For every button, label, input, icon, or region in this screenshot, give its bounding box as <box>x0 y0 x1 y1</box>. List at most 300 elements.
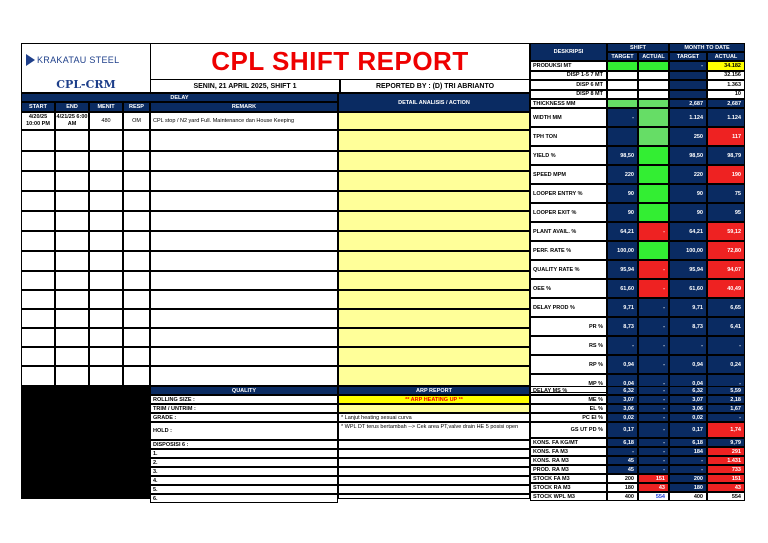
kpi-rows-6-label-text: LOOPER EXIT % <box>533 209 577 216</box>
quality-item-2-text: GRADE : <box>153 414 177 421</box>
kpi-bottom-1-mt-text: 3,07 <box>692 396 703 403</box>
delay-row-10-resp <box>123 309 150 328</box>
kpi-bottom-0-st <box>607 386 638 395</box>
delay-row-2-end <box>55 151 89 171</box>
kpi-bottom-9-sa <box>638 474 669 483</box>
kpi-rows-0-st <box>607 99 638 108</box>
kpi-rows-0-sa <box>638 99 669 108</box>
kpi-bottom-3-mt-text: 0,02 <box>692 414 703 421</box>
kpi-produksi-1-ma <box>707 71 745 81</box>
kpi-rows-7-sa-text: - <box>663 228 665 235</box>
kpi-rows-11-ma <box>707 298 745 317</box>
kpi-produksi-3-label-text: DISP 8 MT <box>576 91 603 98</box>
kpi-rows-10-st <box>607 279 638 298</box>
kpi-rows-2-mt-text: 250 <box>693 133 703 140</box>
kpi-rows-3-label-text: YIELD % <box>533 152 556 159</box>
kpi-rows-2-sa <box>638 127 669 146</box>
quality-item-4-text: DISPOSISI 6 : <box>153 441 189 448</box>
kpi-rows-13-label-text: RS % <box>588 342 603 349</box>
kpi-rows-2-ma <box>707 127 745 146</box>
delay-row-0-remark-text: CPL stop / N2 yard Full. Maintenance dan House Keeping <box>153 118 295 124</box>
kpi-bottom-4-sa-text: - <box>663 427 665 433</box>
kpi-bottom-8-label-text: PROD. RA M3 <box>533 466 569 473</box>
arp-note-0-text: * Lanjut heating sesuai curva <box>341 414 412 421</box>
kpi-rows-0-label <box>530 99 607 108</box>
kpi-bottom-8-st <box>607 465 638 474</box>
delay-row-7-remark <box>150 251 338 271</box>
logo-text: KRAKATAU STEEL <box>37 55 120 65</box>
kpi-bottom-10-sa-text: 43 <box>658 484 665 491</box>
arp-note-1-text: * WPL DT terus bertambah --> Cek area PT,valve drain HE 5 posisi open <box>341 424 519 430</box>
delay-row-6-start <box>21 231 55 251</box>
arp-blank-row <box>338 404 530 413</box>
mtd-target-header: TARGET <box>669 52 707 61</box>
quality-item-5-text: 1. <box>153 450 158 457</box>
kpi-rows-2-mt <box>669 127 707 146</box>
kpi-rows-5-ma-text: 75 <box>734 190 741 197</box>
kpi-rows-10-mt <box>669 279 707 298</box>
kpi-rows-3-ma <box>707 146 745 165</box>
kpi-rows-14-st <box>607 355 638 374</box>
kpi-rows-7-sa <box>638 222 669 241</box>
kpi-rows-5-ma <box>707 184 745 203</box>
delay-row-5-remark <box>150 211 338 231</box>
kpi-bottom-6-sa-text: - <box>663 448 665 455</box>
kpi-rows-6-mt-text: 90 <box>696 209 703 216</box>
quality-item-10-text: 6. <box>153 495 158 502</box>
kpi-bottom-8-st-text: 45 <box>627 466 634 473</box>
kpi-rows-12-ma-text: 6,41 <box>730 323 741 330</box>
kpi-rows-0-ma-text: 2,687 <box>727 100 741 107</box>
kpi-bottom-11-st-text: 400 <box>624 493 634 500</box>
quality-item-7 <box>150 467 338 476</box>
kpi-bottom-2-sa <box>638 404 669 413</box>
kpi-rows-13-sa <box>638 336 669 355</box>
kpi-produksi-2-ma <box>707 80 745 90</box>
kpi-bottom-4-ma-text: 1,74 <box>730 427 741 433</box>
arp-row-2 <box>338 458 530 467</box>
kpi-bottom-10-label-text: STOCK RA M3 <box>533 484 571 491</box>
kpi-bottom-0-mt <box>669 386 707 395</box>
kpi-rows-4-st <box>607 165 638 184</box>
delay-row-12-end <box>55 347 89 366</box>
kpi-bottom-4-mt-text: 0,17 <box>692 427 703 433</box>
kpi-rows-5-st <box>607 184 638 203</box>
kpi-bottom-9-label <box>530 474 607 483</box>
delay-row-0-remark <box>150 112 338 130</box>
kpi-bottom-11-label <box>530 492 607 501</box>
delay-row-6-detail <box>338 231 530 251</box>
col-remark: REMARK <box>150 102 338 112</box>
kpi-bottom-8-mt <box>669 465 707 474</box>
kpi-bottom-1-st-text: 3,07 <box>623 396 634 403</box>
kpi-bottom-8-label <box>530 465 607 474</box>
kpi-rows-15-mt-text: 0,04 <box>692 380 703 387</box>
quality-black-block <box>21 386 150 499</box>
delay-row-0-menit <box>89 112 123 130</box>
kpi-bottom-4-st-text: 0,17 <box>623 427 634 433</box>
delay-row-3-end <box>55 171 89 191</box>
kpi-rows-14-sa <box>638 355 669 374</box>
arp-header: ARP REPORT <box>338 386 530 395</box>
kpi-bottom-6-label-text: KONS. FA M3 <box>533 448 568 455</box>
quality-item-6-text: 2. <box>153 459 158 466</box>
kpi-rows-1-ma <box>707 108 745 127</box>
kpi-bottom-5-st <box>607 438 638 447</box>
col-resp: RESP <box>123 102 150 112</box>
kpi-rows-9-mt <box>669 260 707 279</box>
kpi-bottom-4-sa <box>638 422 669 438</box>
kpi-rows-12-mt <box>669 317 707 336</box>
kpi-bottom-6-mt-text: 184 <box>693 448 703 455</box>
delay-row-0-start <box>21 112 55 130</box>
quality-item-3 <box>150 422 338 440</box>
kpi-rows-4-ma-text: 190 <box>731 171 741 178</box>
kpi-bottom-8-ma-text: 733 <box>731 466 741 473</box>
delay-row-7-menit <box>89 251 123 271</box>
kpi-bottom-2-label <box>530 404 607 413</box>
kpi-bottom-9-mt <box>669 474 707 483</box>
kpi-rows-5-label-text: LOOPER ENTRY % <box>533 190 583 197</box>
quality-item-6 <box>150 458 338 467</box>
delay-row-11-end <box>55 328 89 347</box>
kpi-rows-0-label-text: THICKNESS MM <box>533 100 576 107</box>
kpi-produksi-1-st <box>607 71 638 81</box>
kpi-bottom-7-st <box>607 456 638 465</box>
delay-row-13-resp <box>123 366 150 386</box>
kpi-bottom-7-ma <box>707 456 745 465</box>
kpi-rows-3-label <box>530 146 607 165</box>
delay-row-4-menit <box>89 191 123 211</box>
quality-item-8 <box>150 476 338 485</box>
delay-row-3-remark <box>150 171 338 191</box>
kpi-bottom-4-label <box>530 422 607 438</box>
kpi-produksi-2-label-text: DISP 6 MT <box>576 81 603 88</box>
kpi-rows-12-st <box>607 317 638 336</box>
delay-row-11-start <box>21 328 55 347</box>
delay-row-8-menit <box>89 271 123 290</box>
kpi-bottom-9-ma-text: 151 <box>731 475 741 482</box>
kpi-bottom-1-ma <box>707 395 745 404</box>
kpi-rows-5-sa <box>638 184 669 203</box>
delay-row-4-remark <box>150 191 338 211</box>
quality-item-3-text: HOLD : <box>153 428 172 434</box>
kpi-rows-2-ma-text: 117 <box>732 133 741 140</box>
kpi-bottom-3-st-text: 0,02 <box>623 414 634 421</box>
kpi-rows-10-sa-text: - <box>663 285 665 292</box>
kpi-bottom-2-ma <box>707 404 745 413</box>
kpi-bottom-8-ma <box>707 465 745 474</box>
delay-row-6-remark <box>150 231 338 251</box>
kpi-produksi-0-ma-text: 34.182 <box>724 62 741 69</box>
kpi-rows-6-st <box>607 203 638 222</box>
kpi-produksi-2-sa <box>638 80 669 90</box>
kpi-bottom-2-ma-text: 1,67 <box>730 405 741 412</box>
kpi-rows-5-label <box>530 184 607 203</box>
quality-header: QUALITY <box>150 386 338 395</box>
kpi-rows-12-sa-text: - <box>663 323 665 330</box>
kpi-rows-1-label-text: WIDTH MM <box>533 114 562 121</box>
kpi-rows-9-sa <box>638 260 669 279</box>
delay-row-5-end <box>55 211 89 231</box>
kpi-produksi-0-ma <box>707 61 745 71</box>
delay-row-8-resp <box>123 271 150 290</box>
delay-row-1-resp <box>123 130 150 151</box>
delay-row-3-menit <box>89 171 123 191</box>
delay-row-10-end <box>55 309 89 328</box>
kpi-rows-13-ma-text: - <box>739 342 741 349</box>
kpi-rows-1-sa <box>638 108 669 127</box>
kpi-bottom-7-mt-text: - <box>701 457 703 464</box>
delay-row-3-resp <box>123 171 150 191</box>
kpi-rows-12-st-text: 8,73 <box>623 323 634 330</box>
kpi-rows-9-ma-text: 94,07 <box>727 266 741 273</box>
arp-row-0 <box>338 440 530 449</box>
kpi-produksi-0-mt <box>669 61 707 71</box>
kpi-bottom-5-label <box>530 438 607 447</box>
arp-note-0 <box>338 413 530 422</box>
deskripsi-header: DESKRIPSI <box>530 43 607 61</box>
arp-status <box>338 395 530 404</box>
kpi-rows-8-ma <box>707 241 745 260</box>
delay-row-7-end <box>55 251 89 271</box>
arp-row-1 <box>338 449 530 458</box>
kpi-bottom-7-sa-text: - <box>663 457 665 464</box>
delay-row-11-resp <box>123 328 150 347</box>
delay-row-6-end <box>55 231 89 251</box>
kpi-rows-5-mt-text: 90 <box>696 190 703 197</box>
kpi-bottom-7-mt <box>669 456 707 465</box>
kpi-rows-14-sa-text: - <box>663 361 665 368</box>
delay-row-13-menit <box>89 366 123 386</box>
kpi-rows-14-label <box>530 355 607 374</box>
kpi-bottom-7-label <box>530 456 607 465</box>
quality-item-4 <box>150 440 338 449</box>
kpi-bottom-5-st-text: 6,18 <box>623 439 634 446</box>
kpi-rows-13-st-text: - <box>632 342 634 349</box>
kpi-bottom-9-mt-text: 200 <box>693 475 703 482</box>
col-menit: MENIT <box>89 102 123 112</box>
kpi-bottom-0-sa <box>638 386 669 395</box>
kpi-bottom-5-sa <box>638 438 669 447</box>
kpi-bottom-10-st <box>607 483 638 492</box>
kpi-bottom-2-mt <box>669 404 707 413</box>
delay-row-7-resp <box>123 251 150 271</box>
kpi-bottom-2-sa-text: - <box>663 405 665 412</box>
kpi-rows-14-ma <box>707 355 745 374</box>
kpi-rows-3-st-text: 98,50 <box>620 152 634 159</box>
kpi-produksi-3-label <box>530 90 607 100</box>
kpi-bottom-6-sa <box>638 447 669 456</box>
kpi-rows-8-label-text: PERF. RATE % <box>533 247 572 254</box>
kpi-rows-11-label <box>530 298 607 317</box>
kpi-rows-14-st-text: 0,94 <box>623 361 634 368</box>
kpi-produksi-0-sa <box>638 61 669 71</box>
delay-row-2-menit <box>89 151 123 171</box>
shift-target-header: TARGET <box>607 52 638 61</box>
kpi-rows-13-mt <box>669 336 707 355</box>
delay-group-header: DELAY <box>21 93 338 102</box>
shift-actual-header: ACTUAL <box>638 52 669 61</box>
kpi-rows-7-mt-text: 64,21 <box>689 228 703 235</box>
quality-item-10 <box>150 494 338 503</box>
kpi-produksi-3-mt <box>669 90 707 100</box>
kpi-bottom-1-label-text: ME % <box>588 396 603 403</box>
quality-item-0-text: ROLLING SIZE : <box>153 396 195 403</box>
kpi-bottom-4-mt <box>669 422 707 438</box>
kpi-bottom-1-label <box>530 395 607 404</box>
kpi-bottom-3-sa <box>638 413 669 422</box>
kpi-rows-14-ma-text: 0,24 <box>730 361 741 368</box>
kpi-rows-4-label-text: SPEED MPM <box>533 171 567 178</box>
kpi-bottom-3-ma <box>707 413 745 422</box>
kpi-bottom-5-sa-text: - <box>663 439 665 446</box>
kpi-bottom-1-st <box>607 395 638 404</box>
kpi-bottom-2-st <box>607 404 638 413</box>
kpi-produksi-1-sa <box>638 71 669 81</box>
kpi-rows-7-mt <box>669 222 707 241</box>
reported-by: REPORTED BY : (D) TRI ABRIANTO <box>340 79 530 93</box>
kpi-rows-1-ma-text: 1.124 <box>727 114 741 121</box>
kpi-rows-11-mt <box>669 298 707 317</box>
delay-row-12-start <box>21 347 55 366</box>
kpi-bottom-3-ma-text: - <box>739 414 741 421</box>
kpi-produksi-3-st <box>607 90 638 100</box>
kpi-rows-11-st <box>607 298 638 317</box>
delay-row-7-start <box>21 251 55 271</box>
delay-row-1-menit <box>89 130 123 151</box>
delay-row-13-start <box>21 366 55 386</box>
arp-row-5 <box>338 485 530 494</box>
kpi-bottom-11-ma-text: 554 <box>731 493 741 500</box>
kpi-rows-10-ma <box>707 279 745 298</box>
quality-item-9-text: 5. <box>153 486 158 493</box>
kpi-rows-12-label <box>530 317 607 336</box>
kpi-bottom-5-mt <box>669 438 707 447</box>
shift-header: SHIFT <box>607 43 669 52</box>
kpi-rows-0-mt-text: 2,687 <box>689 100 703 107</box>
kpi-bottom-0-st-text: 6,32 <box>623 387 634 394</box>
quality-item-0 <box>150 395 338 404</box>
kpi-rows-8-sa <box>638 241 669 260</box>
kpi-rows-12-ma <box>707 317 745 336</box>
kpi-rows-9-sa-text: - <box>663 266 665 273</box>
kpi-rows-4-ma <box>707 165 745 184</box>
delay-row-2-start <box>21 151 55 171</box>
delay-row-10-detail <box>338 309 530 328</box>
delay-row-5-start <box>21 211 55 231</box>
kpi-rows-15-sa-text: - <box>663 380 665 387</box>
col-detail: DETAIL ANALISIS / ACTION <box>338 93 530 112</box>
kpi-rows-13-st <box>607 336 638 355</box>
kpi-rows-6-st-text: 90 <box>627 209 634 216</box>
kpi-rows-13-label <box>530 336 607 355</box>
kpi-produksi-0-label-text: PRODUKSI MT <box>533 62 572 69</box>
arp-row-3 <box>338 467 530 476</box>
report-title: CPL SHIFT REPORT <box>150 43 530 79</box>
mtd-header: MONTH TO DATE <box>669 43 745 52</box>
delay-row-8-end <box>55 271 89 290</box>
kpi-produksi-1-label-text: DISP 1-5 7 MT <box>566 72 603 79</box>
kpi-rows-0-mt <box>669 99 707 108</box>
kpi-bottom-10-mt-text: 180 <box>693 484 703 491</box>
kpi-rows-8-label <box>530 241 607 260</box>
delay-row-10-remark <box>150 309 338 328</box>
kpi-rows-9-label-text: QUALITY RATE % <box>533 266 580 273</box>
delay-row-4-resp <box>123 191 150 211</box>
kpi-bottom-3-sa-text: - <box>663 414 665 421</box>
kpi-rows-8-st-text: 100,00 <box>617 247 634 254</box>
delay-row-4-start <box>21 191 55 211</box>
kpi-rows-13-ma <box>707 336 745 355</box>
delay-row-0-resp-text: OM <box>132 118 141 124</box>
kpi-rows-11-label-text: DELAY PROD % <box>533 304 575 311</box>
kpi-bottom-9-st-text: 200 <box>624 475 634 482</box>
unit-label: CPL-CRM <box>21 76 150 93</box>
kpi-rows-4-label <box>530 165 607 184</box>
kpi-produksi-3-ma-text: 10 <box>734 91 741 98</box>
kpi-rows-3-mt <box>669 146 707 165</box>
kpi-rows-14-mt <box>669 355 707 374</box>
kpi-rows-4-sa <box>638 165 669 184</box>
kpi-bottom-9-st <box>607 474 638 483</box>
kpi-bottom-7-st-text: 45 <box>627 457 634 464</box>
kpi-rows-8-st <box>607 241 638 260</box>
kpi-rows-13-sa-text: - <box>663 342 665 349</box>
kpi-bottom-10-sa <box>638 483 669 492</box>
kpi-rows-2-label-text: TPH TON <box>533 133 558 140</box>
kpi-rows-7-ma-text: 59,12 <box>727 228 741 235</box>
quality-item-5 <box>150 449 338 458</box>
kpi-rows-6-ma <box>707 203 745 222</box>
delay-row-6-resp <box>123 231 150 251</box>
mtd-actual-header: ACTUAL <box>707 52 745 61</box>
kpi-bottom-10-mt <box>669 483 707 492</box>
kpi-rows-3-sa <box>638 146 669 165</box>
delay-row-1-start <box>21 130 55 151</box>
krakatau-logo-icon <box>26 54 35 66</box>
kpi-rows-1-st-text: - <box>632 114 634 121</box>
kpi-bottom-1-mt <box>669 395 707 404</box>
kpi-bottom-10-label <box>530 483 607 492</box>
kpi-bottom-6-ma <box>707 447 745 456</box>
delay-row-6-menit <box>89 231 123 251</box>
delay-row-8-remark <box>150 271 338 290</box>
delay-row-9-menit <box>89 290 123 309</box>
kpi-bottom-7-ma-text: 1.431 <box>727 457 741 464</box>
delay-row-11-menit <box>89 328 123 347</box>
kpi-bottom-0-ma-text: 5,59 <box>730 387 741 394</box>
kpi-rows-8-ma-text: 72,80 <box>727 247 741 254</box>
delay-row-1-detail <box>338 130 530 151</box>
kpi-rows-15-st-text: 0,04 <box>623 380 634 387</box>
kpi-rows-1-mt <box>669 108 707 127</box>
kpi-rows-4-mt <box>669 165 707 184</box>
delay-row-1-end <box>55 130 89 151</box>
kpi-rows-0-ma <box>707 99 745 108</box>
delay-row-9-remark <box>150 290 338 309</box>
kpi-bottom-4-ma <box>707 422 745 438</box>
kpi-bottom-0-label-text: DELAY MS % <box>533 387 568 394</box>
kpi-bottom-11-sa <box>638 492 669 501</box>
delay-row-3-start <box>21 171 55 191</box>
kpi-bottom-2-mt-text: 3,06 <box>692 405 703 412</box>
delay-row-12-remark <box>150 347 338 366</box>
delay-row-13-remark <box>150 366 338 386</box>
kpi-rows-7-label <box>530 222 607 241</box>
kpi-bottom-6-label <box>530 447 607 456</box>
delay-row-9-detail <box>338 290 530 309</box>
